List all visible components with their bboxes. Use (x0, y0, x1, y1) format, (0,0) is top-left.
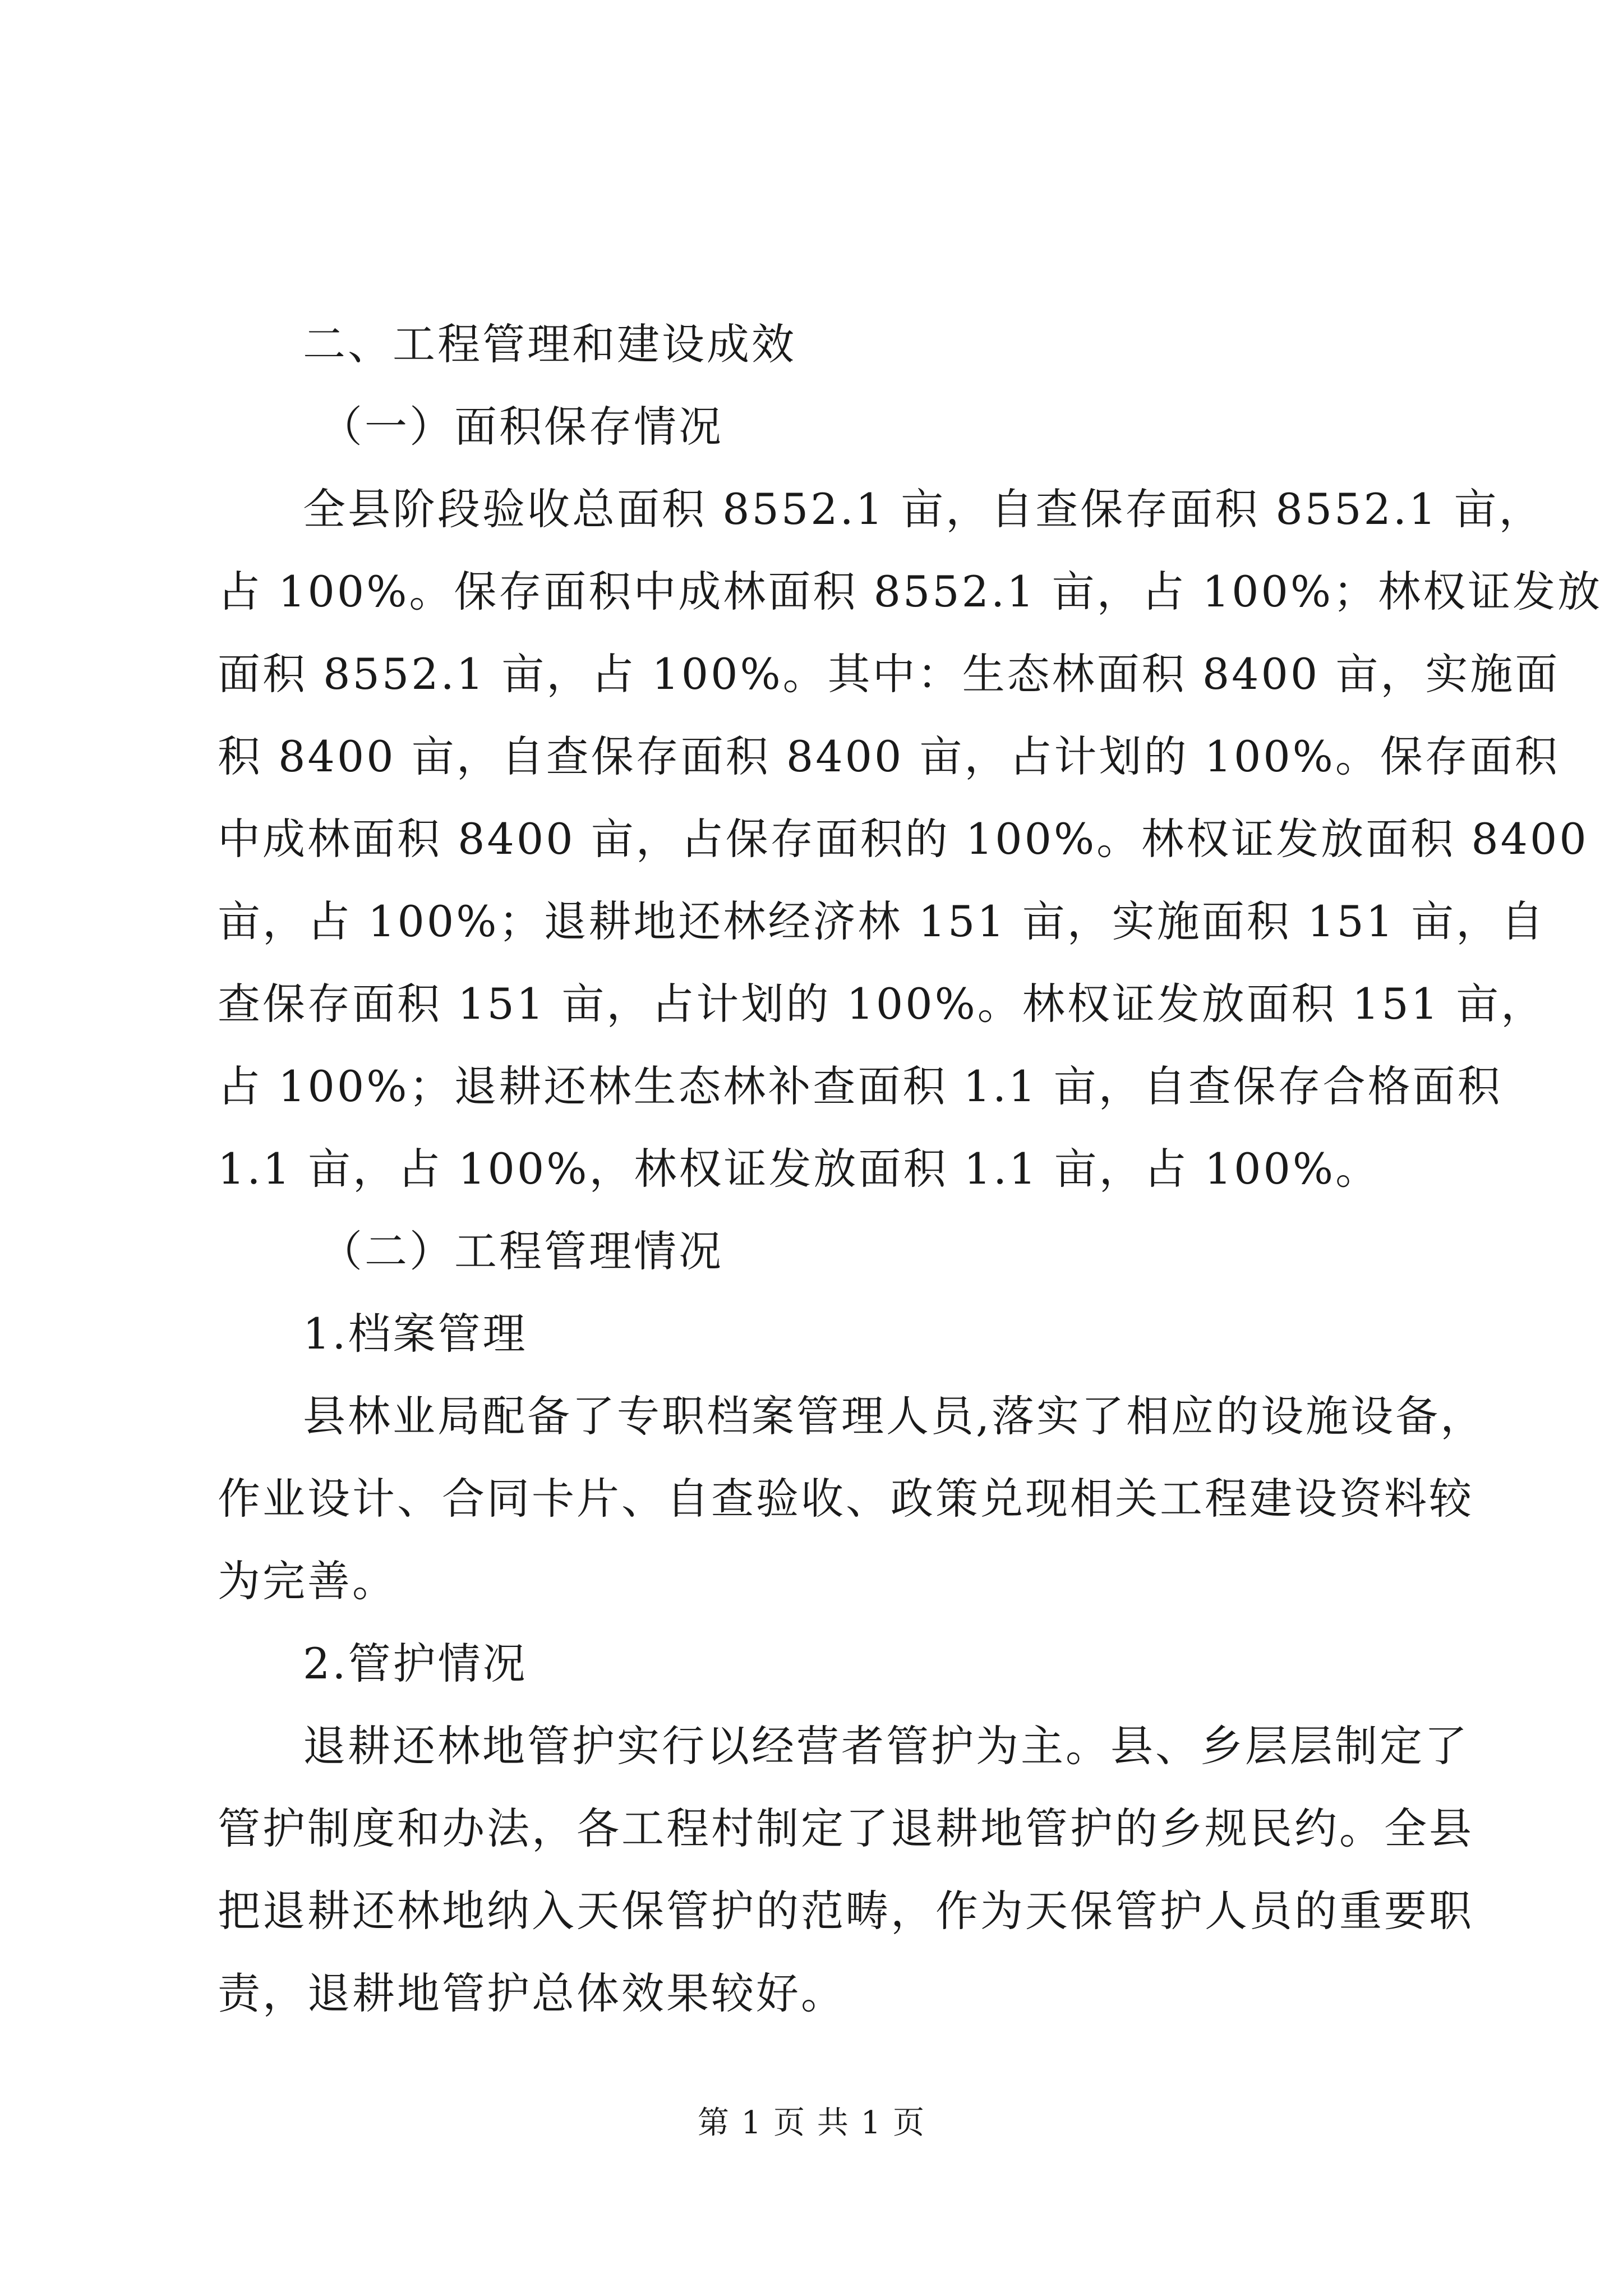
paragraph-line: 中成林面积 8400 亩，占保存面积的 100%。林权证发放面积 8400 (218, 814, 1589, 864)
paragraph-line: 责，退耕地管护总体效果较好。 (218, 1968, 846, 2018)
paragraph-line: 占 100%；退耕还林生态林补查面积 1.1 亩，自查保存合格面积 (218, 1061, 1502, 1111)
item-heading-archive-management: 1.档案管理 (303, 1309, 528, 1359)
section-heading: 二、工程管理和建设成效 (303, 319, 796, 369)
paragraph-line: 积 8400 亩，自查保存面积 8400 亩，占计划的 100%。保存面积 (218, 731, 1560, 781)
paragraph-area-preservation (218, 468, 1603, 1210)
paragraph-archive-management (218, 1375, 1486, 1622)
paragraph-line: 管护制度和办法，各工程村制定了退耕地管护的乡规民约。全县 (218, 1803, 1474, 1853)
paragraph-line: 为完善。 (218, 1556, 397, 1606)
subsection-heading-project-management: （二）工程管理情况 (320, 1226, 723, 1276)
paragraph-protection (218, 1705, 1474, 2035)
subsection-heading-area-preservation: （一）面积保存情况 (320, 402, 723, 452)
paragraph-line: 面积 8552.1 亩，占 100%。其中：生态林面积 8400 亩，实施面 (218, 649, 1560, 699)
page-footer: 第 1 页 共 1 页 (697, 2105, 926, 2141)
paragraph-line: 把退耕还林地纳入天保管护的范畴，作为天保管护人员的重要职 (218, 1886, 1474, 1936)
paragraph-line: 1.1 亩，占 100%，林权证发放面积 1.1 亩，占 100%。 (218, 1144, 1381, 1194)
paragraph-line: 查保存面积 151 亩，占计划的 100%。林权证发放面积 151 亩， (218, 979, 1546, 1029)
paragraph-line: 作业设计、合同卡片、自查验收、政策兑现相关工程建设资料较 (218, 1474, 1474, 1524)
paragraph-line: 占 100%。保存面积中成林面积 8552.1 亩，占 100%；林权证发放 (218, 567, 1603, 616)
paragraph-line: 全县阶段验收总面积 8552.1 亩，自查保存面积 8552.1 亩， (303, 484, 1544, 534)
paragraph-line: 退耕还林地管护实行以经营者管护为主。县、乡层层制定了 (303, 1721, 1469, 1771)
paragraph-line: 县林业局配备了专职档案管理人员,落实了相应的设施设备， (303, 1391, 1486, 1441)
paragraph-line: 亩，占 100%；退耕地还林经济林 151 亩，实施面积 151 亩，自 (218, 896, 1546, 946)
item-heading-protection: 2.管护情况 (303, 1639, 528, 1688)
document-body (218, 303, 1603, 2035)
